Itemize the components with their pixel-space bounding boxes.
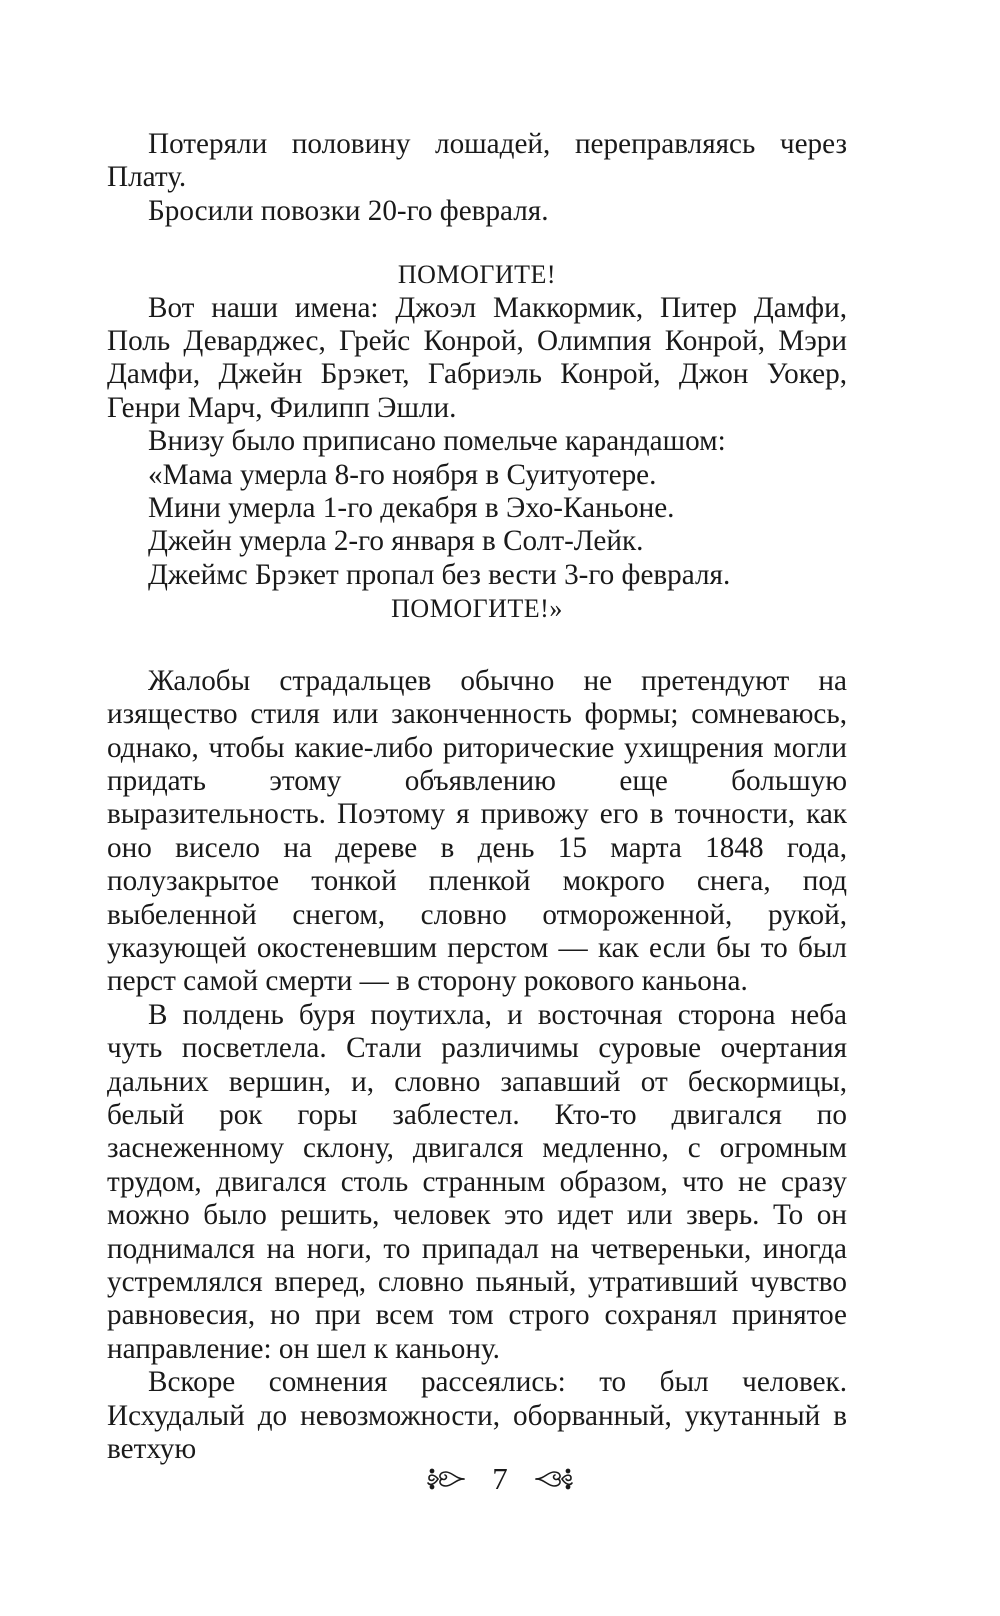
page-footer	[0, 1462, 1000, 1496]
page-number: 7	[492, 1461, 508, 1496]
closing-help: ПОМОГИТЕ!»	[391, 594, 563, 624]
spacer	[107, 626, 847, 665]
body-paragraph-3: Вскоре сомнения рассеялись: то был человек. Исхудалый до невозможности, оборванный, укутанный в ветхую	[107, 1366, 847, 1466]
body-paragraph-1: Жалобы страдальцев обычно не претендуют на изящество стиля или законченность формы; сомневаюсь, однако, чтобы какие-либо риторические ухищрения могли придать этому объявлению еще большую выразительность. Поэтому я привожу его в точности, как оно висело на дереве в день 15 марта 1848 года, полузакрытое тонкой пленкой мокрого снега, под выбеленной снегом, словно отмороженной, рукой, указующей окостеневшим перстом — как если бы то был перст самой смерти — в сторону рокового каньона.	[107, 664, 847, 998]
pencil-line-4: Джеймс Брэкет пропал без вести 3-го февраля.	[148, 558, 731, 591]
names-paragraph: Вот наши имена: Джоэл Маккормик, Питер Дамфи, Поль Деварджес, Грейс Конрой, Олимпия Конрой, Мэри Дамфи, Джейн Брэкет, Габриэль Конрой, Джон Уокер, Генри Марч, Филипп Эшли.	[107, 291, 847, 424]
pencil-line-1: «Мама умерла 8-го ноября в Суитуотере.	[148, 458, 657, 491]
pencil-line-2: Мини умерла 1-го декабря в Эхо-Каньоне.	[148, 492, 675, 525]
fleuron-left-icon	[426, 1466, 466, 1492]
letter-line-1: Потеряли половину лошадей, переправляясь через Плату.	[107, 128, 847, 194]
letter-line-2: Бросили повозки 20-го февраля.	[148, 194, 549, 227]
pencil-line-3: Джейн умерла 2-го января в Солт-Лейк.	[148, 525, 644, 558]
text-block	[107, 128, 847, 1466]
spacer	[107, 228, 847, 258]
pencil-note-intro: Внизу было приписано помельче карандашом:	[148, 425, 726, 458]
fleuron-right-icon	[534, 1466, 574, 1492]
body-paragraph-2: В полдень буря поутихла, и восточная сторона неба чуть посветлела. Стали различимы суровые очертания дальних вершин, и, словно запавший от бескормицы, белый рок горы заблестел. Кто-то двигался по заснеженному склону, двигался медленно, с огромным трудом, двигался столь странным образом, что не сразу можно было решить, человек это идет или зверь. То он поднимался на ноги, то припадал на четвереньки, иногда устремлялся вперед, словно пьяный, утративший чувство равновесия, но при всем том строго сохранял принятое направление: он шел к каньону.	[107, 998, 847, 1365]
help-heading: ПОМОГИТЕ!	[397, 260, 557, 290]
